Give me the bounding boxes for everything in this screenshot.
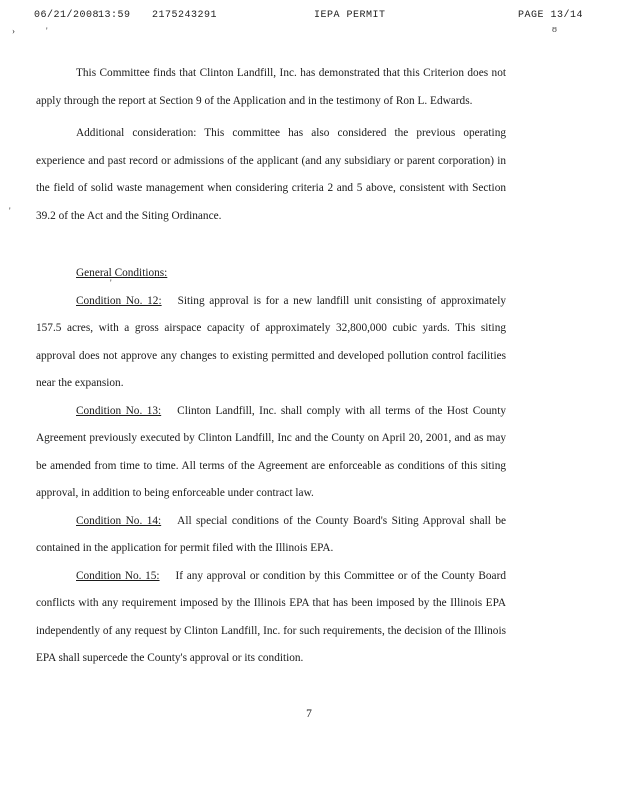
condition-text: Clinton Landfill, Inc. shall comply with all terms of the Host County Agreement previously executed by Clinton Landfill, Inc and the County on April 20, 2001, and as may be amended from time to time. All terms of the Agreement are enforceable as conditions of this siting approval, in addition to being enforceable under contract law. <box>36 404 506 499</box>
condition-label: Condition No. 13: <box>76 404 162 417</box>
scan-speck: ʊ <box>552 24 557 34</box>
condition-text: If any approval or condition by this Committee or of the County Board conflicts with any requirement imposed by the Illinois EPA that has been imposed by the Illinois EPA independently of any request by Clinton Landfill, Inc. for such requirements, the decision of the Illinois EPA shall supercede the County's approval or its condition. <box>36 569 506 664</box>
page-number: 7 <box>306 708 312 720</box>
general-conditions-heading: General Conditions: <box>76 267 168 279</box>
document-body <box>36 60 506 673</box>
scan-speck: ' <box>9 206 11 216</box>
condition-15 <box>36 563 506 673</box>
fax-time: 13:59 <box>98 10 131 21</box>
additional-consideration-paragraph: Additional consideration: This committee has also considered the previous operating experience and past record or admissions of the applicant (and any subsidiary or parent corporation) in the field of solid waste management when considering criteria 2 and 5 above, consistent with Section 39.2 of the Act and the Siting Ordinance. <box>36 127 506 222</box>
fax-date: 06/21/2008 <box>34 10 100 21</box>
condition-14 <box>36 508 506 563</box>
scan-speck: ' <box>110 278 112 288</box>
condition-label: Condition No. 12: <box>76 294 162 307</box>
condition-12 <box>36 288 506 398</box>
fax-page: PAGE 13/14 <box>518 10 584 21</box>
condition-label: Condition No. 14: <box>76 514 162 527</box>
condition-13 <box>36 398 506 508</box>
scan-speck: ' <box>46 26 48 36</box>
scan-speck: › <box>12 26 15 36</box>
condition-label: Condition No. 15: <box>76 569 160 582</box>
fax-phone: 2175243291 <box>152 10 218 21</box>
condition-text: Siting approval is for a new landfill unit consisting of approximately 157.5 acres, with a gross airspace capacity of approximately 32,800,000 cubic yards. This siting approval does not approve any changes to existing permitted and developed pollution control facilities near the expansion. <box>36 294 506 389</box>
finding-paragraph: This Committee finds that Clinton Landfill, Inc. has demonstrated that this Criterion does not apply through the report at Section 9 of the Application and in the testimony of Ron L. Edwards. <box>36 67 506 107</box>
fax-sender: IEPA PERMIT <box>314 10 386 21</box>
condition-text: All special conditions of the County Board's Siting Approval shall be contained in the application for permit filed with the Illinois EPA. <box>36 514 506 554</box>
fax-header <box>0 10 618 24</box>
